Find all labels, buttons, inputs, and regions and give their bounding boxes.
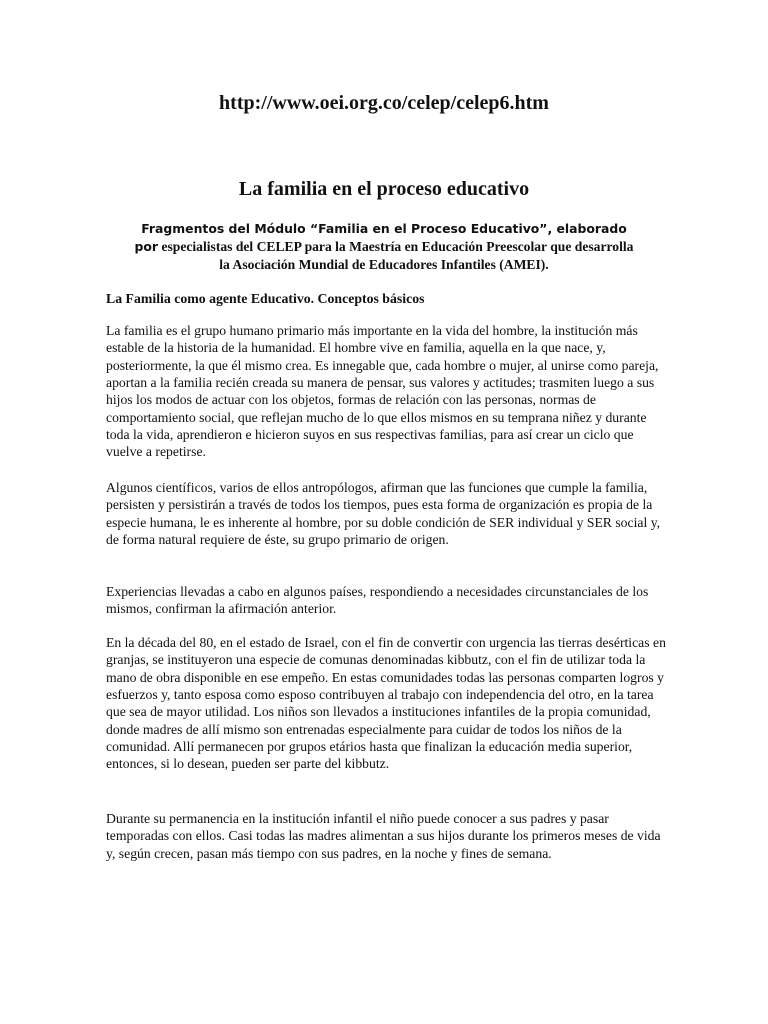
paragraph: Algunos científicos, varios de ellos antropólogos, afirman que las funciones que cumple la familia, persisten y persistirán a través de todos los tiempos, pues esta forma de organización es propia de la especie humana, le es inherente al hombre, por su doble condición de SER individual y SER social y, de forma natural requiere de éste, su grupo primario de origen.: [106, 480, 661, 548]
paragraph: Durante su permanencia en la institución infantil el niño puede conocer a sus padres y pasar temporadas con ellos. Casi todas las madres alimentan a sus hijos durante los primeros meses de vida y, según crecen, pasan más tiempo con sus padres, en la noche y fines de semana.: [106, 811, 661, 861]
paragraph: La familia es el grupo humano primario más importante en la vida del hombre, la institución más estable de la historia de la humanidad. El hombre vive en familia, aquella en la que nace, y, posteriormente, la que él mismo crea. Es innegable que, cada hombre o mujer, al unirse como pareja, aportan a la familia recién creada su manera de pensar, sus valores y actitudes; trasmiten luego a sus hijos los modos de actuar con los objetos, formas de relación con las personas, normas de comportamiento social, que reflejan mucho de lo que ellos mismos en su temprana niñez y durante toda la vida, aprendieron e hicieron suyos en sus respectivas familias, para así crear un ciclo que vuelve a repetirse.: [106, 323, 659, 460]
document-title: La familia en el proceso educativo: [238, 178, 530, 200]
subtitle-rest: especialistas del CELEP para la Maestría en Educación Preescolar que desarrolla la Asociación Mundial de Educadores Infantiles (AMEI).: [161, 239, 634, 272]
subtitle-lead: Fragmentos del Módulo “Familia en el Proceso Educativo”, elaborado por: [134, 221, 627, 254]
source-url: http://www.oei.org.co/celep/celep6.htm: [219, 92, 549, 114]
paragraph: Experiencias llevadas a cabo en algunos países, respondiendo a necesidades circunstanciales de los mismos, confirman la afirmación anterior.: [106, 584, 649, 617]
section-heading: La Familia como agente Educativo. Conceptos básicos: [106, 291, 425, 306]
document-subtitle: [130, 220, 638, 274]
paragraph: En la década del 80, en el estado de Israel, con el fin de convertir con urgencia las tierras desérticas en granjas, se instituyeron una especie de comunas denominadas kibbutz, con el fin de utilizar toda la mano de obra disponible en ese empeño. En estas comunidades todas las personas comparten logros y esfuerzos y, tanto esposa como esposo contribuyen al trabajo con independencia del otro, en la tarea que sea de mayor utilidad. Los niños son llevados a instituciones infantiles de la propia comunidad, donde madres de allí mismo son entrenadas especialmente para cuidar de todos los niños de la comunidad. Allí permanecen por grupos etários hasta que finalizan la educación media superior, entonces, si lo desean, pueden ser parte del kibbutz.: [106, 635, 666, 772]
